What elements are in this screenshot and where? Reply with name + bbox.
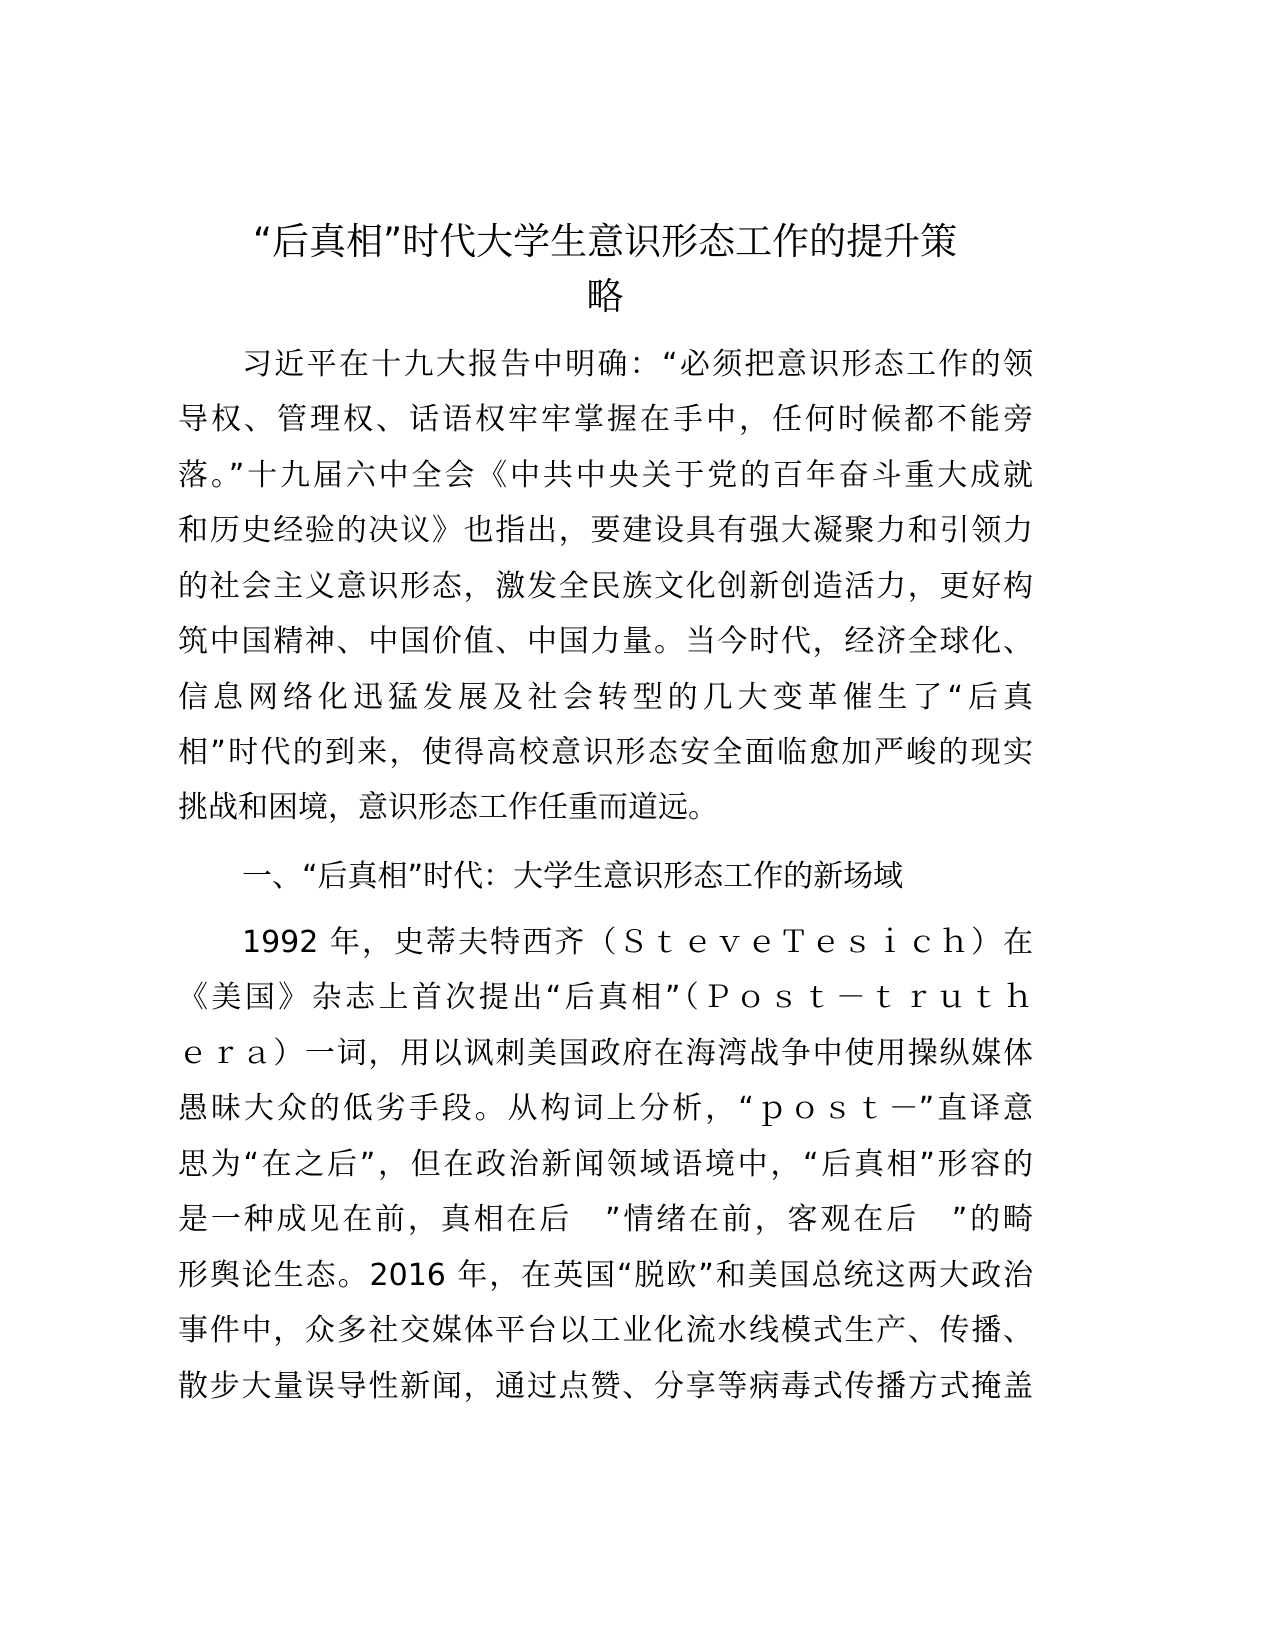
paragraph-line: 愚昧大众的低劣手段。从构词上分析，“ｐｏｓｔ－”直译意 [178,1091,1033,1126]
paragraph-line: 导权、管理权、话语权牢牢掌握在手中，任何时候都不能旁 [178,402,1033,437]
paragraph-line: 散步大量误导性新闻，通过点赞、分享等病毒式传播方式掩盖 [178,1369,1033,1404]
paragraph-line: 筑中国精神、中国价值、中国力量。当今时代，经济全球化、 [178,624,1033,659]
paragraph-line: ｅｒａ）一词，用以讽刺美国政府在海湾战争中使用操纵媒体 [178,1036,1033,1071]
document-title-line-2: 略 [586,275,624,318]
paragraph-line: 相”时代的到来，使得高校意识形态安全面临愈加严峻的现实 [178,735,1033,770]
section-heading: 一、“后真相”时代：大学生意识形态工作的新场域 [242,859,904,894]
document-title-line-1: “后真相”时代大学生意识形态工作的提升策 [252,220,958,263]
paragraph-line: 挑战和困境，意识形态工作任重而道远。 [178,790,718,825]
paragraph-line: 信息网络化迅猛发展及社会转型的几大变革催生了“后真 [178,680,1033,715]
paragraph-line: 1992 年，史蒂夫特西齐（ＳｔｅｖｅＴｅｓｉｃｈ）在 [242,925,1033,960]
paragraph-line: 落。”十九届六中全会《中共中央关于党的百年奋斗重大成就 [178,458,1033,493]
paragraph-line: 思为“在之后”，但在政治新闻领域语境中，“后真相”形容的 [178,1147,1033,1182]
paragraph-line: 《美国》杂志上首次提出“后真相”（Ｐｏｓｔ－ｔｒｕｔｈ [178,980,1033,1015]
paragraph-line: 习近平在十九大报告中明确：“必须把意识形态工作的领 [242,347,1033,382]
paragraph-line: 是一种成见在前，真相在后 ”情绪在前，客观在后 ”的畸 [178,1202,1033,1237]
paragraph-line: 和历史经验的决议》也指出，要建设具有强大凝聚力和引领力 [178,513,1033,548]
paragraph-line: 事件中，众多社交媒体平台以工业化流水线模式生产、传播、 [178,1313,1033,1348]
paragraph-line: 的社会主义意识形态，激发全民族文化创新创造活力，更好构 [178,569,1033,604]
paragraph-line: 形舆论生态。2016 年，在英国“脱欧”和美国总统这两大政治 [178,1258,1033,1293]
